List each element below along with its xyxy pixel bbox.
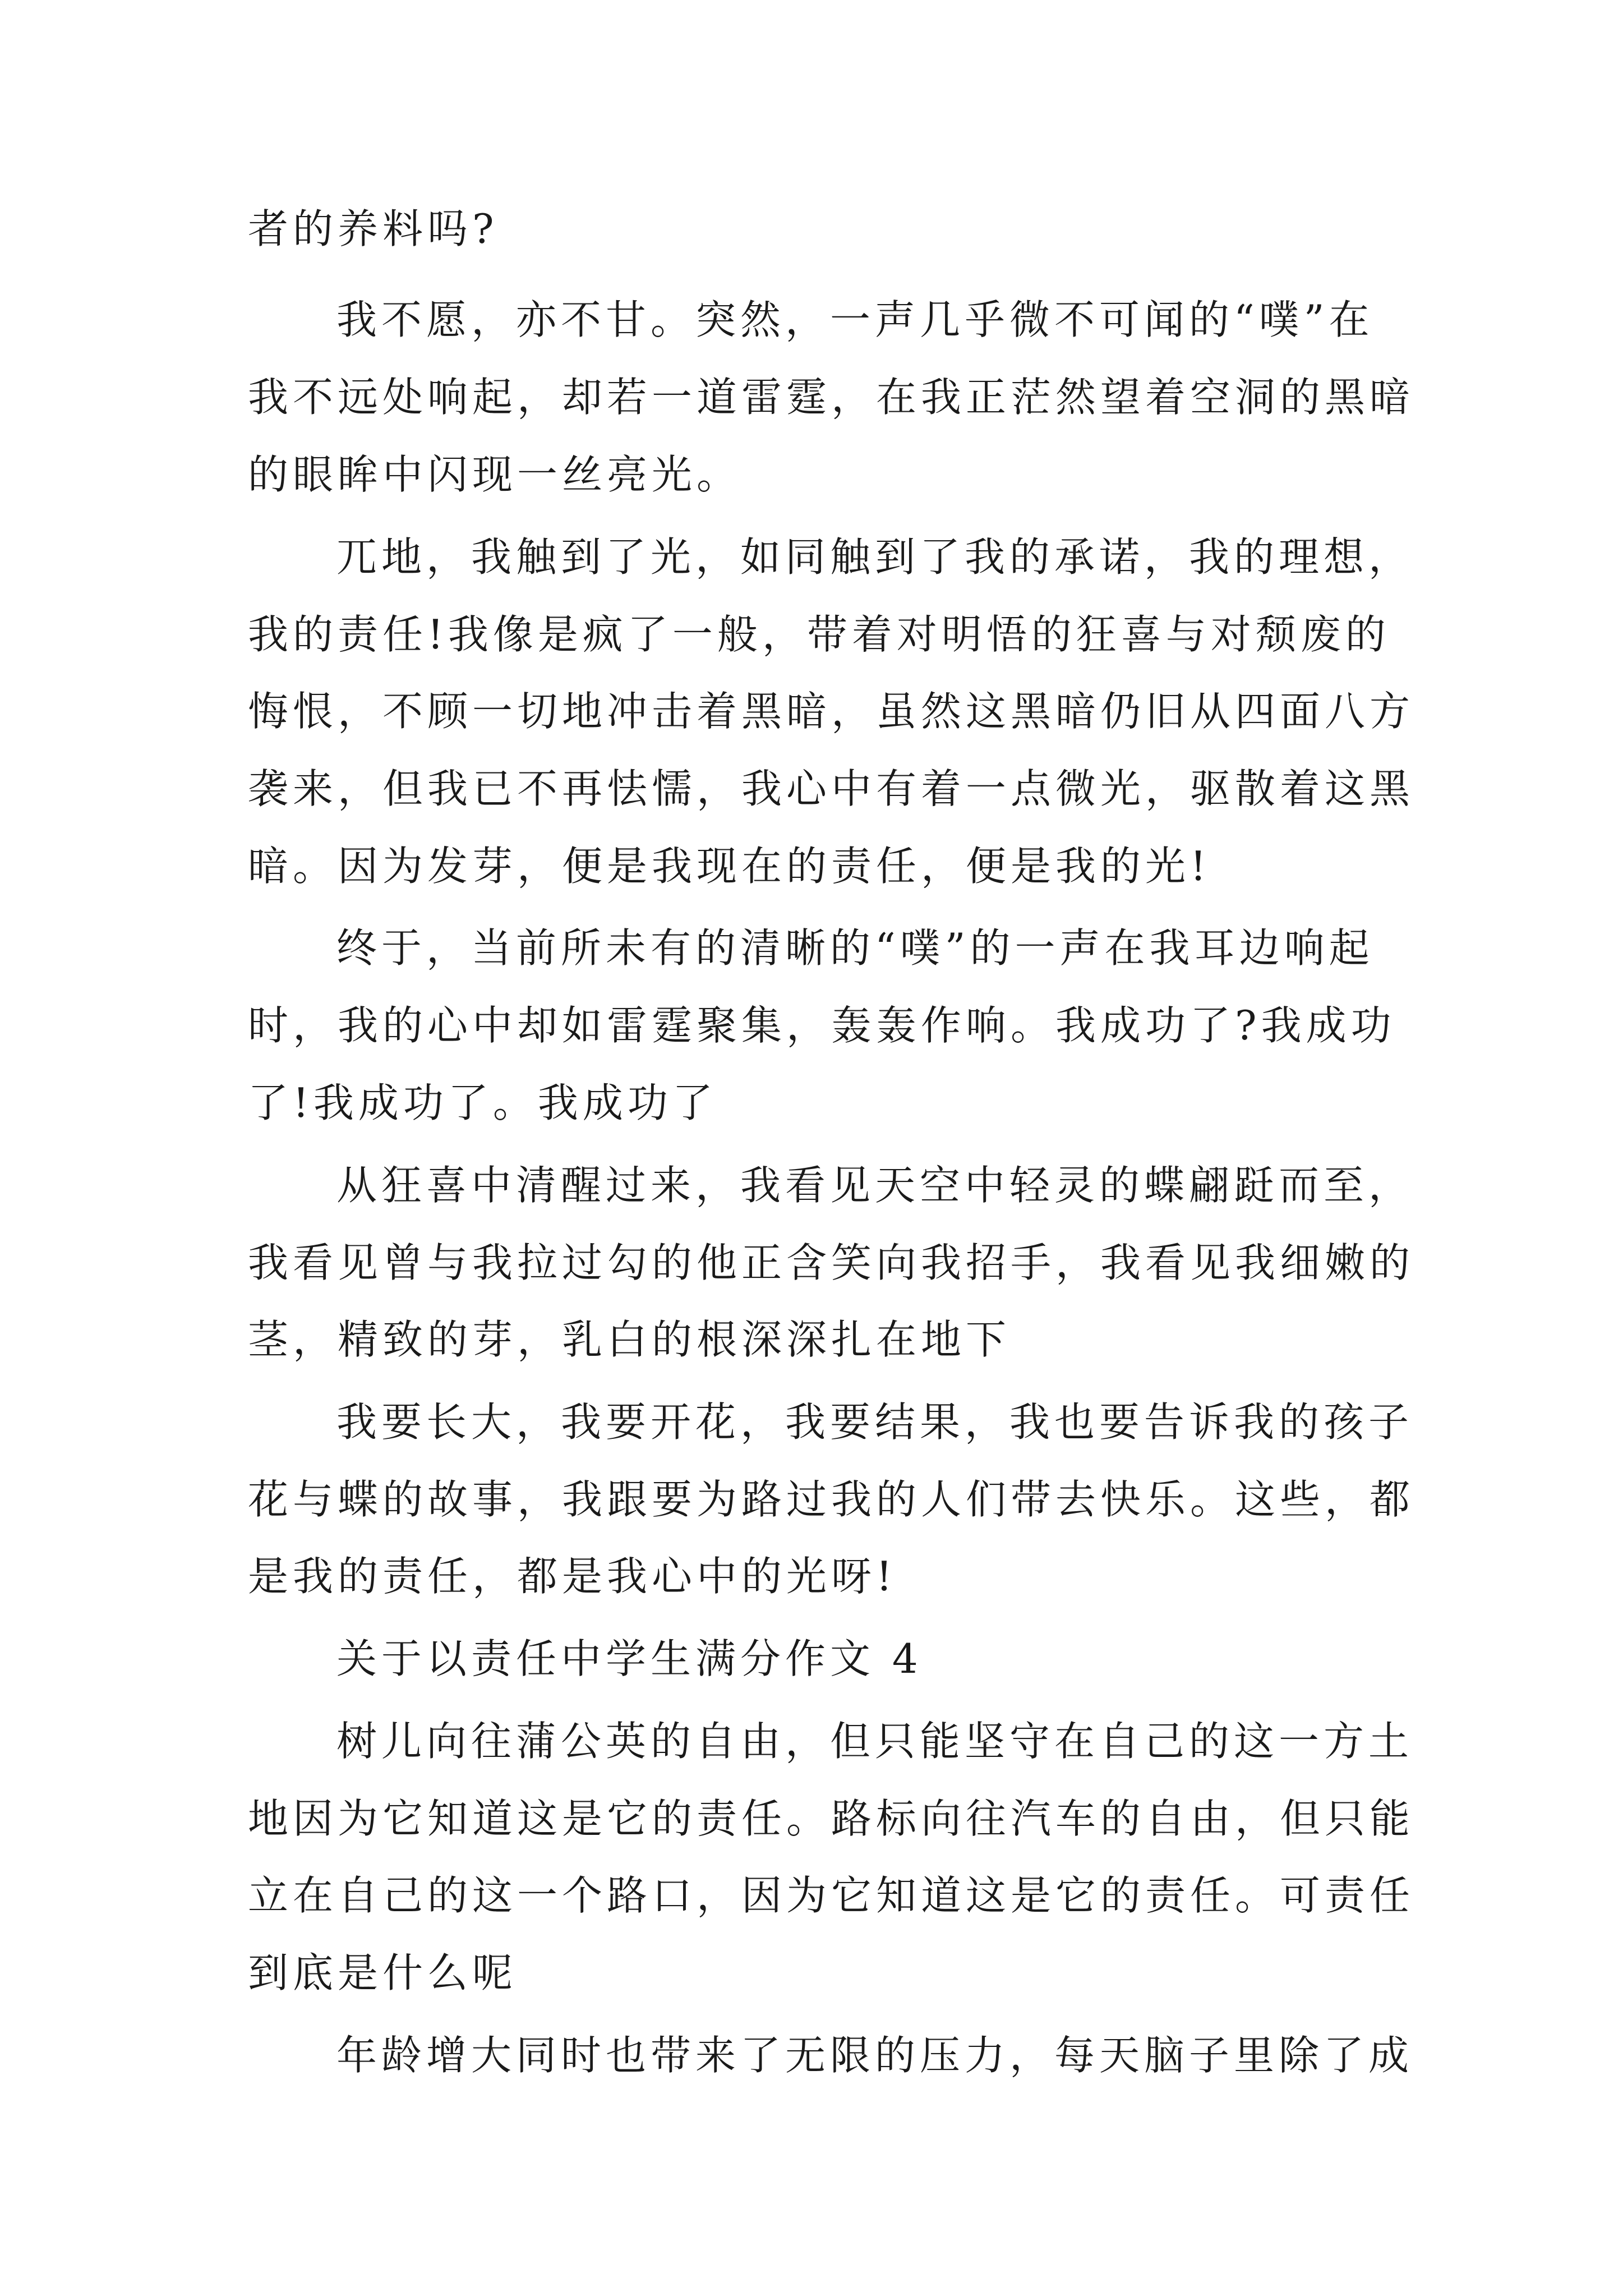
paragraph-first-line: 从狂喜中清醒过来，我看见天空中轻灵的蝶翩跹而至， bbox=[336, 1162, 1414, 1209]
text-line: 袭来，但我已不再怯懦，我心中有着一点微光，驱散着这黑 bbox=[248, 765, 1415, 812]
text-line: 我的责任!我像是疯了一般，带着对明悟的狂喜与对颓废的 bbox=[248, 611, 1390, 658]
paragraph-first-line: 年龄增大同时也带来了无限的压力，每天脑子里除了成 bbox=[336, 2032, 1414, 2079]
text-line: 了!我成功了。我成功了 bbox=[248, 1079, 717, 1126]
paragraph-first-line: 终于，当前所未有的清晰的“噗”的一声在我耳边响起 bbox=[336, 924, 1374, 972]
paragraph-first-line: 我要长大，我要开花，我要结果，我也要告诉我的孩子 bbox=[336, 1398, 1414, 1446]
text-line: 立在自己的这一个路口，因为它知道这是它的责任。可责任 bbox=[248, 1872, 1415, 1919]
paragraph-first-line: 树儿向往蒲公英的自由，但只能坚守在自己的这一方土 bbox=[336, 1718, 1414, 1765]
text-line: 时，我的心中却如雷霆聚集，轰轰作响。我成功了?我成功 bbox=[248, 1002, 1396, 1049]
text-line: 是我的责任，都是我心中的光呀! bbox=[248, 1553, 897, 1600]
paragraph-first-line: 我不愿，亦不甘。突然，一声几乎微不可闻的“噗”在 bbox=[336, 296, 1374, 343]
section-heading: 关于以责任中学生满分作文 4 bbox=[336, 1635, 923, 1682]
paragraph-first-line: 兀地，我触到了光，如同触到了我的承诺，我的理想， bbox=[336, 533, 1414, 581]
text-line: 茎，精致的芽，乳白的根深深扎在地下 bbox=[248, 1316, 1011, 1363]
text-line: 者的养料吗? bbox=[248, 205, 499, 252]
text-line: 我看见曾与我拉过勾的他正含笑向我招手，我看见我细嫩的 bbox=[248, 1239, 1415, 1286]
text-line: 到底是什么呢 bbox=[248, 1949, 518, 1996]
text-line: 悔恨，不顾一切地冲击着黑暗，虽然这黑暗仍旧从四面八方 bbox=[248, 688, 1415, 735]
text-line: 我不远处响起，却若一道雷霆，在我正茫然望着空洞的黑暗 bbox=[248, 374, 1415, 421]
text-line: 花与蝶的故事，我跟要为路过我的人们带去快乐。这些，都 bbox=[248, 1476, 1415, 1523]
text-line: 暗。因为发芽，便是我现在的责任，便是我的光! bbox=[248, 843, 1211, 890]
text-line: 的眼眸中闪现一丝亮光。 bbox=[248, 451, 742, 498]
text-line: 地因为它知道这是它的责任。路标向往汽车的自由，但只能 bbox=[248, 1795, 1415, 1842]
